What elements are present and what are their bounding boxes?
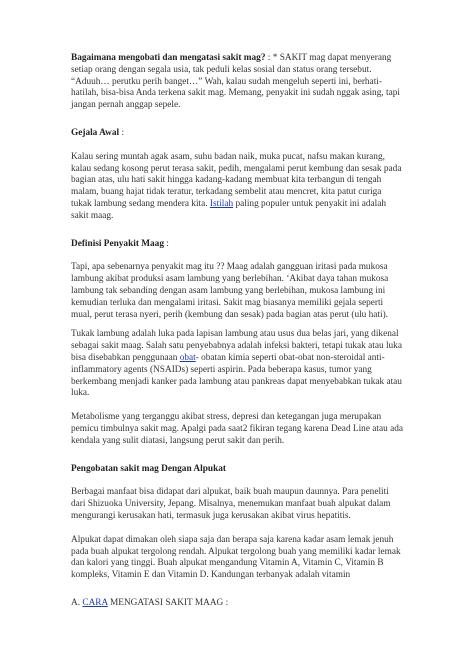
cara-prefix: A. xyxy=(71,597,83,608)
definisi-heading-suffix: : xyxy=(163,238,169,249)
alpukat-paragraph-2: Alpukat dapat dimakan oleh siapa saja dan berapa saja karena kadar asam lemak jenuh pada buah alpukat tergolong rendah. Alpukat tergolong buah yang memiliki kadar lemak dan kalori yang tinggi. Buah alpukat mengandung Vitamin A, Vitamin C, Vitamin B kompleks, Vitamin E dan Vitamin D. Kandungan terbanyak adalah vitamin xyxy=(71,534,401,581)
definisi-heading-line xyxy=(71,239,404,251)
cara-link[interactable]: CARA xyxy=(82,597,108,608)
definisi-para2-after: - obatan kimia seperti obat-obat non-steroidal anti-inflammatory agents (NSAIDs) seperti aspirin. Pada beberapa kasus, tumor yang berkembang menjadi kanker pada lambung atau pankreas dapat menyebabkan tukak atau luka. xyxy=(71,352,402,399)
definisi-paragraph-3: Metabolisme yang terganggu akibat stress, depresi dan ketegangan juga merupakan pemicu timbulnya sakit mag. Apalgi pada saat2 fikiran tegang karena Dead Line atau ada kendala yang sulit diatasi, langsung perut sakit dan perih. xyxy=(71,412,403,446)
gejala-heading-suffix: : xyxy=(119,127,125,138)
definisi-paragraph-1: Tapi, apa sebenarnya penyakit mag itu ?? Maag adalah gangguan iritasi pada mukosa lambung akibat produksi asam lambung yang berlebihan. ‘Akibat daya tahan mukosa lambung tak sebanding dengan asam lambung yang berlebihan, mukosa lambung ini kemudian terluka dan mengalami iritasi. Sakit mag biasanya memiliki gejala seperti mual, perut terasa nyeri, perih (kembung dan sesak) pada bagian atas perut (ulu hati). xyxy=(71,262,389,320)
gejala-heading-line xyxy=(71,128,404,140)
intro-paragraph xyxy=(71,53,404,112)
istilah-link[interactable]: Istilah xyxy=(209,198,234,209)
alpukat-heading xyxy=(71,464,404,476)
cara-suffix: MENGATASI SAKIT MAAG : xyxy=(107,597,229,608)
gejala-text-after: paling populer untuk penyakit ini adalah sakit maag. xyxy=(71,198,387,221)
gejala-text-before: Kalau sering muntah agak asam, suhu badan naik, muka pucat, nafsu makan kurang, kalau sedang kosong perut terasa sakit, pedih, mengalami perut kembung dan sesak pada bagian atas, ulu hati sakit hingga kadang-kadang membuat kita terbangun di tengah malam, buang hajat tidak teratur, terkadang sembelit atau mencret, kita patut curiga tukak lambung sedang mendera kita. xyxy=(71,151,402,209)
intro-title: Bagaimana mengobati dan mengatasi sakit mag? xyxy=(71,53,266,63)
definisi-paragraph-2 xyxy=(71,329,404,400)
intro-text: : * SAKIT mag dapat menyerang setiap orang dengan segala usia, tak peduli kelas sosial dan status orang tersebut. “Aduuh… perutku perih banget…” Wah, kalau sudah mengeluh seperti ini, berhati-hatilah, bisa-bisa Anda terkena sakit mag. Memang, penyakit ini sudah nggak asing, tapi jangan pernah anggap sepele. xyxy=(71,53,400,111)
cara-heading-line xyxy=(71,598,404,610)
gejala-paragraph xyxy=(71,152,404,223)
definisi-heading: Definisi Penyakit Maag xyxy=(71,238,164,249)
obat-link[interactable]: obat xyxy=(179,352,196,363)
definisi-para2-before: Tukak lambung adalah luka pada lapisan lambung atau usus dua belas jari, yang dikenal sebagai sakit maag. Salah satu penyebabnya adalah infeksi bakteri, tetapi tukak atau luka bisa disebabkan penggunaan xyxy=(71,329,402,363)
alpukat-heading-text: Pengobatan sakit mag Dengan Alpukat xyxy=(71,463,226,474)
alpukat-paragraph-1: Berbagai manfaat bisa didapat dari alpukat, baik buah maupun daunnya. Para peneliti dari Shizuoka University, Jepang. Misalnya, menemukan manfaat buah alpukat dalam mengurangi kerusakan hati, termasuk juga kerusakan akibat virus hepatitis. xyxy=(71,487,391,521)
gejala-heading: Gejala Awal xyxy=(71,127,120,138)
